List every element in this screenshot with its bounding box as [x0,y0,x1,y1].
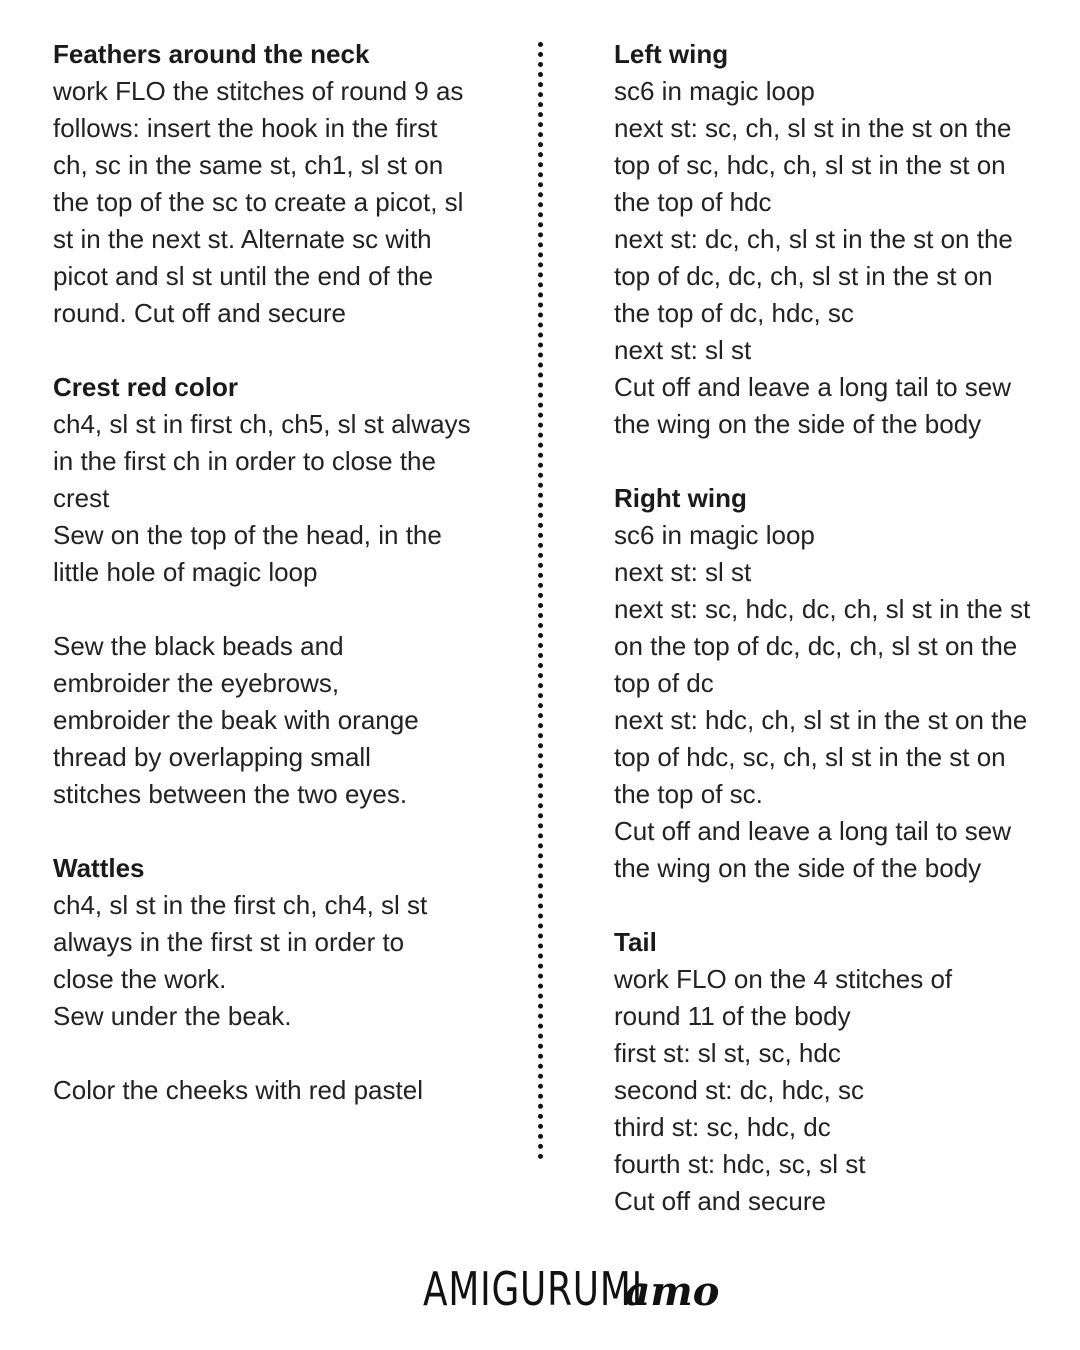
instruction-line: embroider the beak with orange [53,705,419,735]
instruction-line: the top of dc, hdc, sc [614,298,854,328]
instruction-line: Sew on the top of the head, in the [53,520,442,550]
instruction-line: next st: sc, hdc, dc, ch, sl st in the st [614,594,1031,624]
instruction-line: next st: dc, ch, sl st in the st on the [614,224,1013,254]
section-heading: Crest red color [53,372,238,402]
instruction-line: work FLO on the 4 stitches of [614,964,953,994]
instruction-line: stitches between the two eyes. [53,779,408,809]
instruction-line: sc6 in magic loop [614,520,815,550]
instruction-line: Cut off and secure [614,1186,826,1216]
instruction-line: fourth st: hdc, sc, sl st [614,1149,866,1179]
instruction-line: next st: sc, ch, sl st in the st on the [614,113,1012,143]
instruction-line: next st: sl st [614,335,752,365]
section-heading: Tail [614,927,657,957]
instruction-line: the top of the sc to create a picot, sl [53,187,464,217]
instruction-line: sc6 in magic loop [614,76,815,106]
section-eyes [53,628,493,813]
instruction-line: Cut off and leave a long tail to sew [614,372,1011,402]
instruction-line: second st: dc, hdc, sc [614,1075,865,1105]
instruction-line: round. Cut off and secure [53,298,346,328]
right-column [614,36,1054,1257]
logo-wordmark: AMIGURUMI [422,1262,643,1316]
left-column [53,36,493,1146]
instruction-line: the wing on the side of the body [614,853,982,883]
instruction-line: first st: sl st, sc, hdc [614,1038,841,1068]
section-cheeks [53,1072,493,1109]
section-heading: Wattles [53,853,145,883]
logo-script: amo [624,1268,720,1315]
instruction-line: picot and sl st until the end of the [53,261,434,291]
instruction-line: embroider the eyebrows, [53,668,340,698]
dotted-divider [538,42,543,1160]
instruction-line: Sew under the beak. [53,1001,292,1031]
section-heading: Right wing [614,483,747,513]
instruction-line: round 11 of the body [614,1001,851,1031]
instruction-line: next st: hdc, ch, sl st in the st on the [614,705,1028,735]
instruction-line: ch, sc in the same st, ch1, sl st on [53,150,444,180]
instruction-line: Sew the black beads and [53,631,344,661]
instruction-line: top of dc [614,668,714,698]
instruction-line: on the top of dc, dc, ch, sl st on the [614,631,1018,661]
section-right-wing [614,480,1054,887]
instruction-line: work FLO the stitches of round 9 as [53,76,464,106]
instruction-line: ch4, sl st in the first ch, ch4, sl st [53,890,428,920]
instruction-line: in the first ch in order to close the [53,446,436,476]
instruction-line: little hole of magic loop [53,557,318,587]
section-wattles [53,850,493,1035]
instruction-line: Cut off and leave a long tail to sew [614,816,1011,846]
instruction-line: ch4, sl st in first ch, ch5, sl st always [53,409,471,439]
instruction-line: always in the first st in order to [53,927,405,957]
section-tail [614,924,1054,1220]
instruction-line: the top of sc. [614,779,763,809]
instruction-line: top of hdc, sc, ch, sl st in the st on [614,742,1006,772]
section-crest [53,369,493,591]
instruction-line: Color the cheeks with red pastel [53,1075,423,1105]
instruction-line: third st: sc, hdc, dc [614,1112,831,1142]
section-feathers [53,36,493,332]
instruction-line: top of dc, dc, ch, sl st in the st on [614,261,993,291]
instruction-line: thread by overlapping small [53,742,371,772]
section-heading: Left wing [614,39,729,69]
instruction-line: crest [53,483,110,513]
instruction-line: follows: insert the hook in the first [53,113,438,143]
section-heading: Feathers around the neck [53,39,370,69]
instruction-line: top of sc, hdc, ch, sl st in the st on [614,150,1006,180]
brand-logo [0,1262,1080,1316]
section-left-wing [614,36,1054,443]
instruction-line: next st: sl st [614,557,752,587]
instruction-line: the top of hdc [614,187,772,217]
instruction-line: the wing on the side of the body [614,409,982,439]
instruction-line: st in the next st. Alternate sc with [53,224,432,254]
instruction-line: close the work. [53,964,227,994]
